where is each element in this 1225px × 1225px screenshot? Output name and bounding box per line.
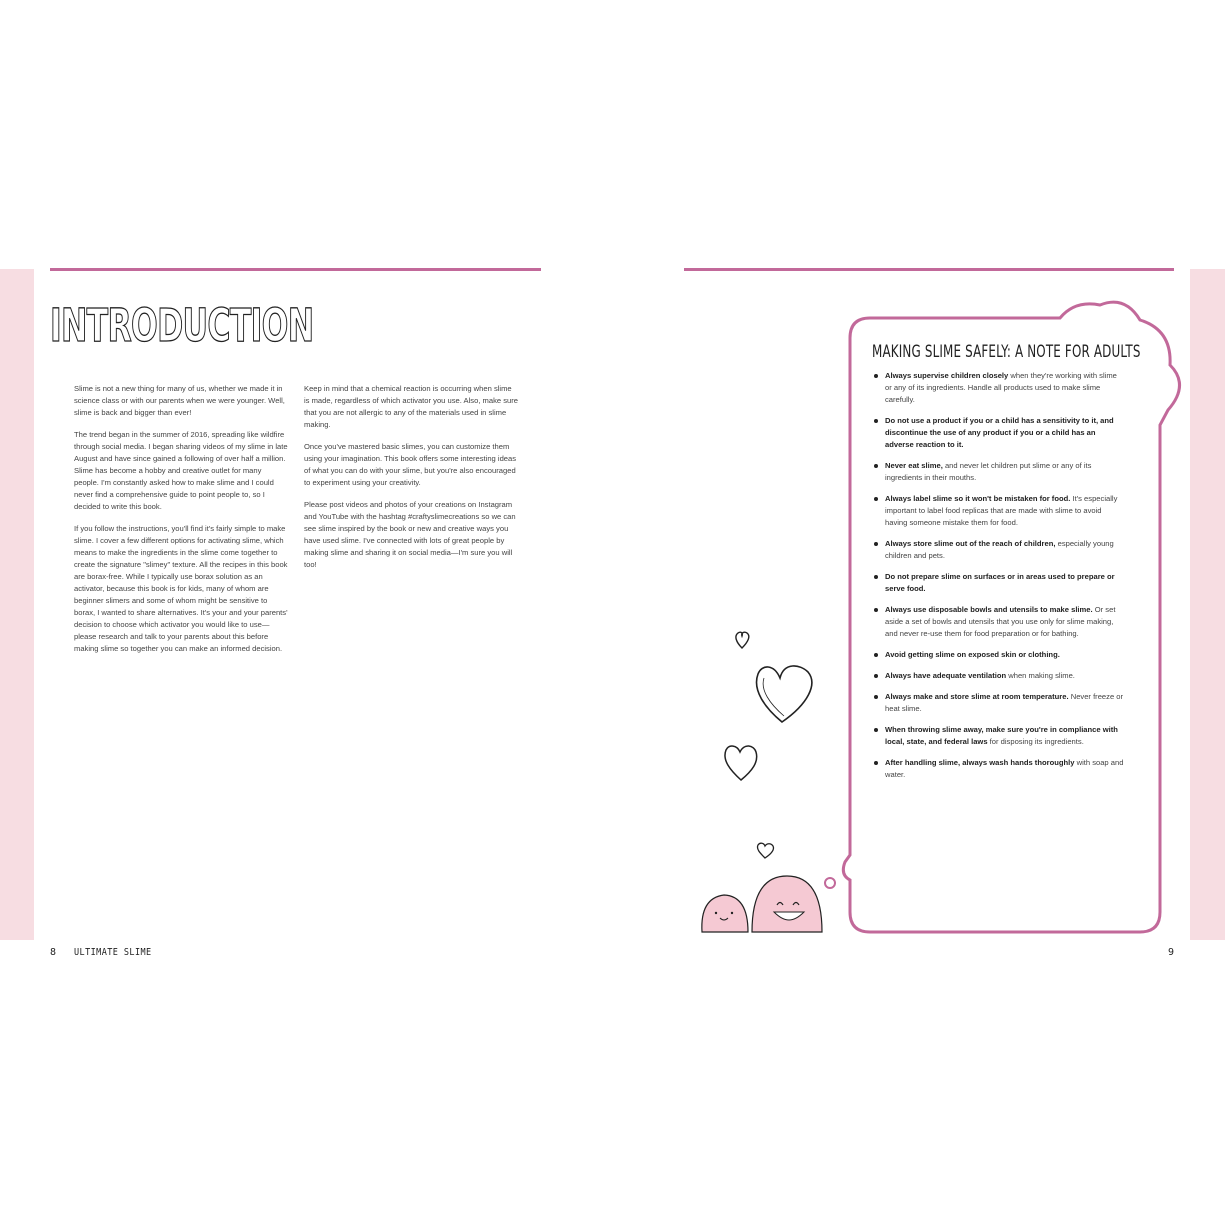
page-number-left: 8 xyxy=(50,947,57,958)
paragraph: Slime is not a new thing for many of us, whether we made it in science class or with our parents when we were younger. Well, slime is back and bigger than ever! xyxy=(74,384,285,417)
list-item: Do not prepare slime on surfaces or in areas used to prepare or serve food. xyxy=(873,571,1125,595)
list-item: Never eat slime, and never let children put slime or any of its ingredients in their mouths. xyxy=(873,460,1125,484)
list-item: After handling slime, always wash hands thoroughly with soap and water. xyxy=(873,757,1125,781)
left-header-rule xyxy=(50,268,541,271)
small-slime-character xyxy=(702,895,748,932)
paragraph: Keep in mind that a chemical reaction is occurring when slime is made, regardless of which activator you use. Also, make sure that you are not allergic to any of the materials used in slime making. xyxy=(304,384,518,429)
paragraph: Please post videos and photos of your creations on Instagram and YouTube with the hashtag #craftyslimecreations so we can see slime inspired by the book or new and creative ways you have used slime. I've connected with lots of great people by making slime and sharing it on social media—I'm sure you will too! xyxy=(304,500,516,569)
paragraph: If you follow the instructions, you'll find it's fairly simple to make slime. I cover a few different options for activating slime, which means to make the ingredients in the slime come together to create the signature "slimey" texture. All the recipes in this book are borax-free. While I typically use borax solution as an activator, because this book is for kids, many of whom are beginner slimers and some of whom might be sensitive to borax, I wanted to share alternatives. It's your and your parents' decision to choose which activator you would like to use—please research and talk to your parents about this before making slime so together you can make an informed decision. xyxy=(74,524,288,653)
list-item: Always label slime so it won't be mistaken for food. It's especially important to label food replicas that are made with slime to avoid having someone mistake them for food. xyxy=(873,493,1125,529)
list-item: Always make and store slime at room temperature. Never freeze or heat slime. xyxy=(873,691,1125,715)
list-item: Always store slime out of the reach of children, especially young children and pets. xyxy=(873,538,1125,562)
heart-icon xyxy=(725,746,757,780)
intro-column-2 xyxy=(304,383,518,581)
right-header-rule xyxy=(684,268,1174,271)
heart-icon xyxy=(757,666,812,722)
list-item: When throwing slime away, make sure you're in compliance with local, state, and federal laws for disposing its ingredients. xyxy=(873,724,1125,748)
thought-bubble-dot xyxy=(825,878,835,888)
paragraph: Once you've mastered basic slimes, you can customize them using your imagination. This book offers some interesting ideas of what you can do with your slime, but you're also encouraged to experiment using your creativity. xyxy=(304,442,517,487)
left-bleed-strip xyxy=(0,269,34,940)
heart-icon xyxy=(757,843,773,858)
list-item: Avoid getting slime on exposed skin or clothing. xyxy=(873,649,1125,661)
safety-box-title: MAKING SLIME SAFELY: A NOTE FOR ADULTS xyxy=(872,342,1141,362)
large-slime-character xyxy=(752,876,822,932)
intro-column-1 xyxy=(74,383,288,665)
paragraph: The trend began in the summer of 2016, spreading like wildfire through social media. I began sharing videos of my slime in late August and have since gained a following of over half a million. Slime has become a hobby and creative outlet for many people. I'm constantly asked how to make slime and I could never find a comprehensive guide to point people to, so I decided to write this book. xyxy=(74,430,288,511)
list-item: Always have adequate ventilation when making slime. xyxy=(873,670,1125,682)
safety-list xyxy=(873,370,1125,790)
page-number-right: 9 xyxy=(1168,947,1175,958)
running-title: ULTIMATE SLIME xyxy=(74,947,152,958)
list-item: Always use disposable bowls and utensils to make slime. Or set aside a set of bowls and utensils that you use only for slime making, and never re-use them for food preparation or for bathing. xyxy=(873,604,1125,640)
list-item: Always supervise children closely when they're working with slime or any of its ingredients. Handle all products used to make slime carefully. xyxy=(873,370,1125,406)
heart-icon xyxy=(736,632,749,648)
page-title: INTRODUCTION xyxy=(50,299,314,352)
right-bleed-strip xyxy=(1190,269,1225,940)
list-item: Do not use a product if you or a child has a sensitivity to it, and discontinue the use of any product if you or a child has an adverse reaction to it. xyxy=(873,415,1125,451)
